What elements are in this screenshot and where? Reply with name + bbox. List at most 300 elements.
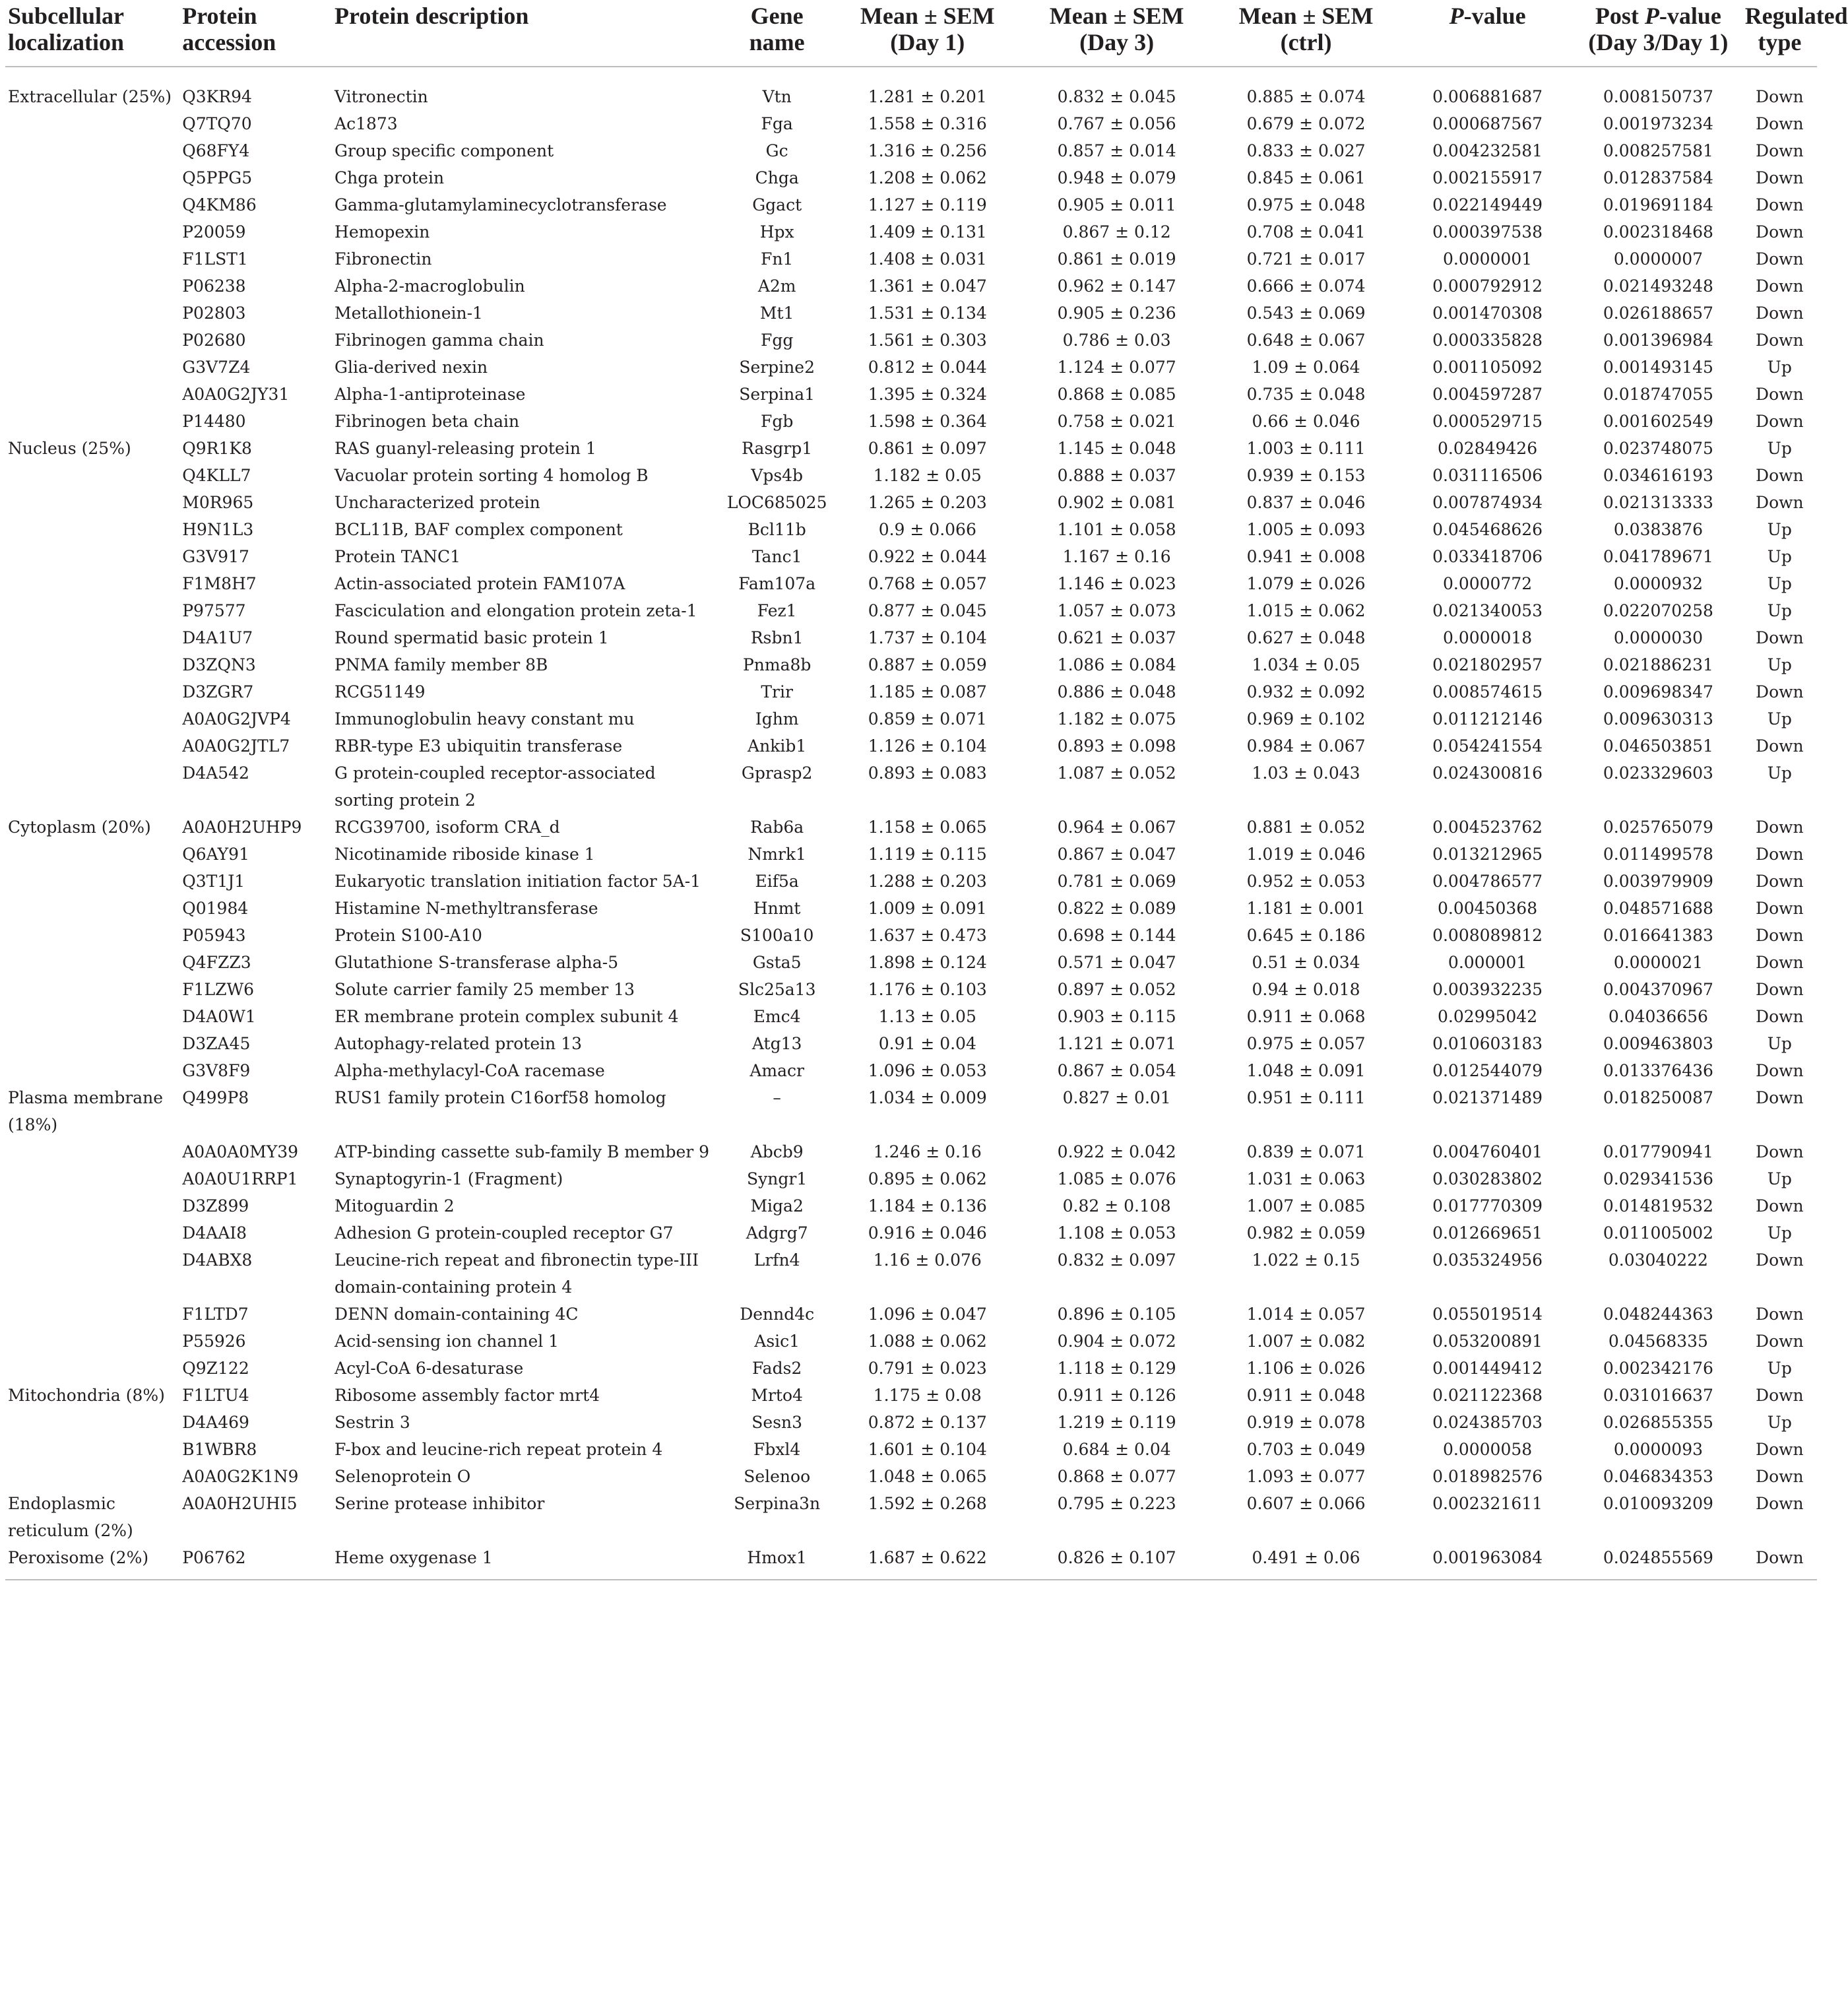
accession-cell: A0A0G2JY31 <box>182 385 290 404</box>
mean-day1-cell: 0.916 ± 0.046 <box>868 1223 987 1243</box>
description-cell: Autophagy-related protein 13 <box>335 1034 583 1053</box>
table-row <box>5 489 1817 516</box>
post-p-value-cell: 0.019691184 <box>1603 195 1713 214</box>
accession-cell: Q5PPG5 <box>182 168 253 187</box>
table-row <box>5 1057 1817 1084</box>
post-p-value-cell: 0.026855355 <box>1603 1413 1713 1432</box>
mean-ctrl-cell: 0.975 ± 0.057 <box>1246 1034 1366 1053</box>
p-value-cell: 0.001470308 <box>1432 304 1543 323</box>
regulated-type-cell: Up <box>1767 601 1792 620</box>
mean-day1-cell: 1.687 ± 0.622 <box>868 1548 987 1567</box>
header-row <box>5 0 1817 67</box>
table-row <box>5 1219 1817 1247</box>
mean-day3-cell: 1.087 ± 0.052 <box>1057 763 1176 783</box>
p-value-cell: 0.000529715 <box>1432 412 1543 431</box>
accession-cell: P14480 <box>182 412 246 431</box>
mean-day1-cell: 1.316 ± 0.256 <box>868 141 987 160</box>
p-value-cell: 0.008574615 <box>1432 682 1543 701</box>
accession-cell: Q6AY91 <box>182 845 249 864</box>
mean-day1-cell: 1.361 ± 0.047 <box>868 276 987 296</box>
p-value-cell: 0.007874934 <box>1432 493 1543 512</box>
description-cell: ATP-binding cassette sub-family B member 9 <box>335 1142 710 1161</box>
mean-ctrl-cell: 1.034 ± 0.05 <box>1252 655 1360 674</box>
p-value-cell: 0.045468626 <box>1432 520 1543 539</box>
mean-day1-cell: 1.16 ± 0.076 <box>873 1250 982 1270</box>
mean-ctrl-cell: 0.982 ± 0.059 <box>1246 1223 1366 1243</box>
mean-day1-cell: 1.13 ± 0.05 <box>878 1007 976 1026</box>
mean-day3-cell: 1.167 ± 0.16 <box>1062 547 1171 566</box>
gene-cell: Vtn <box>762 87 792 106</box>
p-value-cell: 0.004760401 <box>1432 1142 1543 1161</box>
mean-day3-cell: 1.146 ± 0.023 <box>1057 574 1176 593</box>
regulated-type-cell: Down <box>1756 493 1804 512</box>
accession-cell: D4A1U7 <box>182 628 253 647</box>
post-p-value-cell: 0.029341536 <box>1603 1169 1713 1188</box>
mean-day1-cell: 1.176 ± 0.103 <box>868 980 987 999</box>
localization-cell: Peroxisome (2%) <box>8 1548 149 1567</box>
p-value-cell: 0.02849426 <box>1438 439 1538 458</box>
p-value-cell: 0.021802957 <box>1432 655 1543 674</box>
post-p-value-cell: 0.018747055 <box>1603 385 1713 404</box>
table-row <box>5 462 1817 489</box>
header-p-value: P-value <box>1449 3 1526 29</box>
accession-cell: P02680 <box>182 331 246 350</box>
localization-cell: Extracellular (25%) <box>8 87 172 106</box>
p-value-cell: 0.010603183 <box>1432 1034 1543 1053</box>
mean-day3-cell: 0.868 ± 0.077 <box>1057 1467 1176 1486</box>
description-cell: ER membrane protein complex subunit 4 <box>335 1007 679 1026</box>
mean-day1-cell: 1.208 ± 0.062 <box>868 168 987 187</box>
header-post-p-value: Post P-value (Day 3/Day 1) <box>1588 3 1729 55</box>
accession-cell: Q3KR94 <box>182 87 252 106</box>
mean-day1-cell: 1.158 ± 0.065 <box>868 818 987 837</box>
table-row <box>5 67 1817 110</box>
post-p-value-cell: 0.001493145 <box>1603 358 1713 377</box>
mean-day1-cell: 1.409 ± 0.131 <box>868 222 987 242</box>
table-row <box>5 841 1817 868</box>
description-cell: Fasciculation and elongation protein zeta-1 <box>335 601 697 620</box>
table-row <box>5 1436 1817 1463</box>
localization-cell <box>5 1003 179 1030</box>
localization-cell <box>5 597 179 624</box>
accession-cell: F1M8H7 <box>182 574 257 593</box>
mean-day1-cell: 1.127 ± 0.119 <box>868 195 987 214</box>
gene-cell: Hnmt <box>753 899 801 918</box>
description-cell: Leucine-rich repeat and fibronectin type-III domain-containing protein 4 <box>335 1250 699 1297</box>
p-value-cell: 0.021371489 <box>1432 1088 1543 1107</box>
post-p-value-cell: 0.025765079 <box>1603 818 1713 837</box>
localization-cell <box>5 705 179 732</box>
p-value-cell: 0.002155917 <box>1432 168 1543 187</box>
accession-cell: P05943 <box>182 926 246 945</box>
mean-ctrl-cell: 0.939 ± 0.153 <box>1246 466 1366 485</box>
regulated-type-cell: Down <box>1756 1196 1804 1215</box>
post-p-value-cell: 0.003979909 <box>1603 872 1713 891</box>
regulated-type-cell: Down <box>1756 1386 1804 1405</box>
regulated-type-cell: Up <box>1767 709 1792 729</box>
localization-cell <box>5 137 179 164</box>
localization-cell <box>5 1301 179 1328</box>
accession-cell: F1LTU4 <box>182 1386 249 1405</box>
localization-cell <box>5 489 179 516</box>
post-p-value-cell: 0.046834353 <box>1603 1467 1713 1486</box>
mean-day3-cell: 0.832 ± 0.097 <box>1057 1250 1176 1270</box>
regulated-type-cell: Down <box>1756 168 1804 187</box>
accession-cell: Q9Z122 <box>182 1359 249 1378</box>
table-row <box>5 245 1817 273</box>
post-p-value-cell: 0.04568335 <box>1608 1332 1708 1351</box>
gene-cell: Dennd4c <box>740 1305 815 1324</box>
p-value-cell: 0.017770309 <box>1432 1196 1543 1215</box>
regulated-type-cell: Down <box>1756 818 1804 837</box>
regulated-type-cell: Down <box>1756 980 1804 999</box>
p-value-cell: 0.053200891 <box>1432 1332 1543 1351</box>
header-mean-day3: Mean ± SEM (Day 3) <box>1049 3 1184 55</box>
localization-cell <box>5 1219 179 1247</box>
regulated-type-cell: Down <box>1756 845 1804 864</box>
mean-day1-cell: 0.861 ± 0.097 <box>868 439 987 458</box>
post-p-value-cell: 0.011499578 <box>1603 845 1713 864</box>
mean-ctrl-cell: 1.022 ± 0.15 <box>1252 1250 1360 1270</box>
localization-cell <box>5 1328 179 1355</box>
p-value-cell: 0.018982576 <box>1432 1467 1543 1486</box>
localization-cell: Nucleus (25%) <box>8 439 131 458</box>
mean-day3-cell: 1.118 ± 0.129 <box>1057 1359 1176 1378</box>
table-row <box>5 1247 1817 1301</box>
mean-ctrl-cell: 0.839 ± 0.071 <box>1246 1142 1366 1161</box>
mean-day3-cell: 0.857 ± 0.014 <box>1057 141 1176 160</box>
mean-ctrl-cell: 0.66 ± 0.046 <box>1252 412 1360 431</box>
gene-cell: Atg13 <box>751 1034 802 1053</box>
table-row <box>5 1165 1817 1192</box>
mean-ctrl-cell: 0.648 ± 0.067 <box>1246 331 1366 350</box>
mean-ctrl-cell: 1.007 ± 0.085 <box>1246 1196 1366 1215</box>
description-cell: BCL11B, BAF complex component <box>335 520 623 539</box>
mean-day3-cell: 0.893 ± 0.098 <box>1057 736 1176 756</box>
mean-ctrl-cell: 1.007 ± 0.082 <box>1246 1332 1366 1351</box>
table-row <box>5 218 1817 245</box>
mean-day3-cell: 0.795 ± 0.223 <box>1057 1494 1176 1513</box>
table-row <box>5 1328 1817 1355</box>
localization-cell <box>5 110 179 137</box>
mean-ctrl-cell: 1.03 ± 0.043 <box>1252 763 1360 783</box>
description-cell: Sestrin 3 <box>335 1413 410 1432</box>
accession-cell: D3ZA45 <box>182 1034 251 1053</box>
mean-ctrl-cell: 1.019 ± 0.046 <box>1246 845 1366 864</box>
table-row <box>5 949 1817 976</box>
localization-cell <box>5 408 179 435</box>
table-row <box>5 1463 1817 1490</box>
description-cell: Selenoprotein O <box>335 1467 471 1486</box>
regulated-type-cell: Up <box>1767 1169 1792 1188</box>
description-cell: RUS1 family protein C16orf58 homolog <box>335 1088 666 1107</box>
mean-ctrl-cell: 0.607 ± 0.066 <box>1246 1494 1366 1513</box>
description-cell: Serine protease inhibitor <box>335 1494 545 1513</box>
mean-day3-cell: 0.896 ± 0.105 <box>1057 1305 1176 1324</box>
table-row <box>5 408 1817 435</box>
mean-day3-cell: 0.621 ± 0.037 <box>1057 628 1176 647</box>
proteomics-table-page <box>5 0 1848 1580</box>
accession-cell: Q4FZZ3 <box>182 953 251 972</box>
description-cell: Glutathione S-transferase alpha-5 <box>335 953 619 972</box>
gene-cell: Serpina3n <box>734 1494 821 1513</box>
gene-cell: Gsta5 <box>752 953 802 972</box>
table-row <box>5 543 1817 570</box>
mean-day1-cell: 1.182 ± 0.05 <box>873 466 982 485</box>
accession-cell: D4ABX8 <box>182 1250 253 1270</box>
gene-cell: Amacr <box>749 1061 804 1080</box>
mean-day3-cell: 1.057 ± 0.073 <box>1057 601 1176 620</box>
p-value-cell: 0.0000018 <box>1442 628 1533 647</box>
gene-cell: Fez1 <box>757 601 797 620</box>
mean-day3-cell: 0.867 ± 0.12 <box>1062 222 1171 242</box>
p-value-cell: 0.001449412 <box>1432 1359 1543 1378</box>
mean-day3-cell: 0.867 ± 0.054 <box>1057 1061 1176 1080</box>
description-cell: PNMA family member 8B <box>335 655 548 674</box>
mean-day1-cell: 1.281 ± 0.201 <box>868 87 987 106</box>
mean-day3-cell: 0.781 ± 0.069 <box>1057 872 1176 891</box>
accession-cell: D3Z899 <box>182 1196 249 1215</box>
gene-cell: Eif5a <box>755 872 799 891</box>
accession-cell: Q499P8 <box>182 1088 249 1107</box>
localization-cell <box>5 1030 179 1057</box>
header-accession: Protein accession <box>182 3 276 55</box>
localization-cell <box>5 218 179 245</box>
header-localization: Subcellular localization <box>8 3 125 55</box>
description-cell: Histamine N-methyltransferase <box>335 899 598 918</box>
mean-ctrl-cell: 0.94 ± 0.018 <box>1252 980 1360 999</box>
post-p-value-cell: 0.0000932 <box>1613 574 1704 593</box>
post-p-value-cell: 0.008257581 <box>1603 141 1713 160</box>
accession-cell: D4A469 <box>182 1413 249 1432</box>
accession-cell: B1WBR8 <box>182 1440 257 1459</box>
gene-cell: Emc4 <box>753 1007 801 1026</box>
gene-cell: Hmox1 <box>747 1548 807 1567</box>
mean-day3-cell: 0.867 ± 0.047 <box>1057 845 1176 864</box>
mean-day1-cell: 1.034 ± 0.009 <box>868 1088 987 1107</box>
description-cell: Round spermatid basic protein 1 <box>335 628 609 647</box>
mean-day1-cell: 1.096 ± 0.053 <box>868 1061 987 1080</box>
accession-cell: D4A542 <box>182 763 249 783</box>
gene-cell: Adgrg7 <box>746 1223 808 1243</box>
mean-ctrl-cell: 0.703 ± 0.049 <box>1246 1440 1366 1459</box>
regulated-type-cell: Down <box>1756 87 1804 106</box>
localization-cell <box>5 1057 179 1084</box>
mean-ctrl-cell: 1.005 ± 0.093 <box>1246 520 1366 539</box>
regulated-type-cell: Up <box>1767 1034 1792 1053</box>
accession-cell: A0A0U1RRP1 <box>182 1169 298 1188</box>
post-p-value-cell: 0.0000030 <box>1613 628 1704 647</box>
localization-cell <box>5 1247 179 1301</box>
mean-day1-cell: 1.184 ± 0.136 <box>868 1196 987 1215</box>
localization-cell <box>5 273 179 300</box>
description-cell: Adhesion G protein-coupled receptor G7 <box>335 1223 674 1243</box>
description-cell: Eukaryotic translation initiation factor 5A-1 <box>335 872 701 891</box>
localization-cell <box>5 570 179 597</box>
gene-cell: Sesn3 <box>751 1413 803 1432</box>
gene-cell: Fgg <box>760 331 794 350</box>
description-cell: Ac1873 <box>335 114 398 133</box>
header-regulated-type: Regulated type <box>1744 3 1848 55</box>
accession-cell: F1LZW6 <box>182 980 255 999</box>
p-value-cell: 0.004232581 <box>1432 141 1543 160</box>
mean-ctrl-cell: 0.627 ± 0.048 <box>1246 628 1366 647</box>
accession-cell: D4A0W1 <box>182 1007 256 1026</box>
accession-cell: A0A0A0MY39 <box>182 1142 299 1161</box>
post-p-value-cell: 0.002318468 <box>1603 222 1713 242</box>
mean-ctrl-cell: 0.721 ± 0.017 <box>1246 249 1366 269</box>
regulated-type-cell: Down <box>1756 249 1804 269</box>
localization-cell <box>5 1463 179 1490</box>
description-cell: Metallothionein-1 <box>335 304 483 323</box>
regulated-type-cell: Down <box>1756 628 1804 647</box>
mean-ctrl-cell: 1.014 ± 0.057 <box>1246 1305 1366 1324</box>
p-value-cell: 0.004786577 <box>1432 872 1543 891</box>
accession-cell: Q9R1K8 <box>182 439 252 458</box>
localization-cell <box>5 1409 179 1436</box>
table-row <box>5 976 1817 1003</box>
mean-day1-cell: 0.791 ± 0.023 <box>868 1359 987 1378</box>
mean-ctrl-cell: 1.093 ± 0.077 <box>1246 1467 1366 1486</box>
table-row <box>5 110 1817 137</box>
mean-day1-cell: 0.9 ± 0.066 <box>878 520 976 539</box>
mean-day1-cell: 1.395 ± 0.324 <box>868 385 987 404</box>
table-row <box>5 327 1817 354</box>
p-value-cell: 0.012669651 <box>1432 1223 1543 1243</box>
post-p-value-cell: 0.026188657 <box>1603 304 1713 323</box>
gene-cell: S100a10 <box>740 926 814 945</box>
p-value-cell: 0.006881687 <box>1432 87 1543 106</box>
p-value-cell: 0.022149449 <box>1432 195 1543 214</box>
gene-cell: Rasgrp1 <box>742 439 813 458</box>
table-body <box>5 67 1817 1580</box>
post-p-value-cell: 0.010093209 <box>1603 1494 1713 1513</box>
description-cell: F-box and leucine-rich repeat protein 4 <box>335 1440 663 1459</box>
table-row <box>5 300 1817 327</box>
mean-day1-cell: 1.185 ± 0.087 <box>868 682 987 701</box>
gene-cell: Pnma8b <box>742 655 812 674</box>
description-cell: RAS guanyl-releasing protein 1 <box>335 439 596 458</box>
mean-day3-cell: 0.758 ± 0.021 <box>1057 412 1176 431</box>
p-value-cell: 0.002321611 <box>1432 1494 1543 1513</box>
mean-day3-cell: 1.219 ± 0.119 <box>1057 1413 1176 1432</box>
table-row <box>5 895 1817 922</box>
description-cell: Nicotinamide riboside kinase 1 <box>335 845 595 864</box>
post-p-value-cell: 0.021493248 <box>1603 276 1713 296</box>
mean-ctrl-cell: 1.09 ± 0.064 <box>1252 358 1360 377</box>
gene-cell: Rsbn1 <box>750 628 804 647</box>
protein-table <box>5 0 1848 1580</box>
gene-cell: Fam107a <box>738 574 816 593</box>
gene-cell: Ggact <box>752 195 802 214</box>
post-p-value-cell: 0.024855569 <box>1603 1548 1713 1567</box>
mean-day3-cell: 1.101 ± 0.058 <box>1057 520 1176 539</box>
gene-cell: Fn1 <box>760 249 794 269</box>
accession-cell: D3ZGR7 <box>182 682 254 701</box>
table-row <box>5 1544 1817 1580</box>
mean-day1-cell: 1.558 ± 0.316 <box>868 114 987 133</box>
post-p-value-cell: 0.004370967 <box>1603 980 1713 999</box>
mean-day1-cell: 1.088 ± 0.062 <box>868 1332 987 1351</box>
localization-cell <box>5 1355 179 1382</box>
p-value-cell: 0.013212965 <box>1432 845 1543 864</box>
description-cell: Immunoglobulin heavy constant mu <box>335 709 635 729</box>
accession-cell: Q3T1J1 <box>182 872 245 891</box>
mean-day3-cell: 0.822 ± 0.089 <box>1057 899 1176 918</box>
regulated-type-cell: Down <box>1756 926 1804 945</box>
table-row <box>5 164 1817 191</box>
table-row <box>5 1355 1817 1382</box>
mean-day3-cell: 0.888 ± 0.037 <box>1057 466 1176 485</box>
mean-ctrl-cell: 1.079 ± 0.026 <box>1246 574 1366 593</box>
table-row <box>5 1192 1817 1219</box>
post-p-value-cell: 0.041789671 <box>1603 547 1713 566</box>
table-row <box>5 1301 1817 1328</box>
regulated-type-cell: Down <box>1756 466 1804 485</box>
mean-ctrl-cell: 0.941 ± 0.008 <box>1246 547 1366 566</box>
gene-cell: Ankib1 <box>748 736 807 756</box>
table-row <box>5 435 1817 462</box>
regulated-type-cell: Up <box>1767 520 1792 539</box>
mean-day1-cell: 1.561 ± 0.303 <box>868 331 987 350</box>
gene-cell: Asic1 <box>754 1332 800 1351</box>
mean-ctrl-cell: 0.645 ± 0.186 <box>1246 926 1366 945</box>
accession-cell: A0A0G2JTL7 <box>182 736 290 756</box>
description-cell: Alpha-2-macroglobulin <box>335 276 525 296</box>
regulated-type-cell: Down <box>1756 1494 1804 1513</box>
description-cell: Ribosome assembly factor mrt4 <box>335 1386 600 1405</box>
accession-cell: P97577 <box>182 601 246 620</box>
mean-day3-cell: 1.124 ± 0.077 <box>1057 358 1176 377</box>
mean-ctrl-cell: 0.885 ± 0.074 <box>1246 87 1366 106</box>
mean-ctrl-cell: 0.919 ± 0.078 <box>1246 1413 1366 1432</box>
mean-ctrl-cell: 0.735 ± 0.048 <box>1246 385 1366 404</box>
post-p-value-cell: 0.013376436 <box>1603 1061 1713 1080</box>
post-p-value-cell: 0.001973234 <box>1603 114 1713 133</box>
mean-day3-cell: 0.948 ± 0.079 <box>1057 168 1176 187</box>
p-value-cell: 0.001963084 <box>1432 1548 1543 1567</box>
table-row <box>5 624 1817 651</box>
mean-day3-cell: 0.827 ± 0.01 <box>1062 1088 1171 1107</box>
p-value-cell: 0.024300816 <box>1432 763 1543 783</box>
gene-cell: Nmrk1 <box>748 845 806 864</box>
table-row <box>5 1084 1817 1138</box>
mean-day1-cell: 0.859 ± 0.071 <box>868 709 987 729</box>
gene-cell: Fga <box>761 114 793 133</box>
mean-ctrl-cell: 0.833 ± 0.027 <box>1246 141 1366 160</box>
p-value-cell: 0.021340053 <box>1432 601 1543 620</box>
regulated-type-cell: Down <box>1756 1061 1804 1080</box>
accession-cell: Q7TQ70 <box>182 114 252 133</box>
table-row <box>5 868 1817 895</box>
post-p-value-cell: 0.008150737 <box>1603 87 1713 106</box>
post-p-value-cell: 0.0000093 <box>1613 1440 1704 1459</box>
table-row <box>5 760 1817 814</box>
description-cell: Glia-derived nexin <box>335 358 488 377</box>
description-cell: RCG51149 <box>335 682 426 701</box>
p-value-cell: 0.0000001 <box>1442 249 1533 269</box>
gene-cell: LOC685025 <box>726 493 827 512</box>
p-value-cell: 0.024385703 <box>1432 1413 1543 1432</box>
table-row <box>5 191 1817 218</box>
mean-ctrl-cell: 0.984 ± 0.067 <box>1246 736 1366 756</box>
mean-ctrl-cell: 0.837 ± 0.046 <box>1246 493 1366 512</box>
p-value-cell: 0.035324956 <box>1432 1250 1543 1270</box>
p-value-cell: 0.004597287 <box>1432 385 1543 404</box>
accession-cell: P02803 <box>182 304 246 323</box>
gene-cell: Vps4b <box>751 466 804 485</box>
description-cell: Protein S100-A10 <box>335 926 482 945</box>
